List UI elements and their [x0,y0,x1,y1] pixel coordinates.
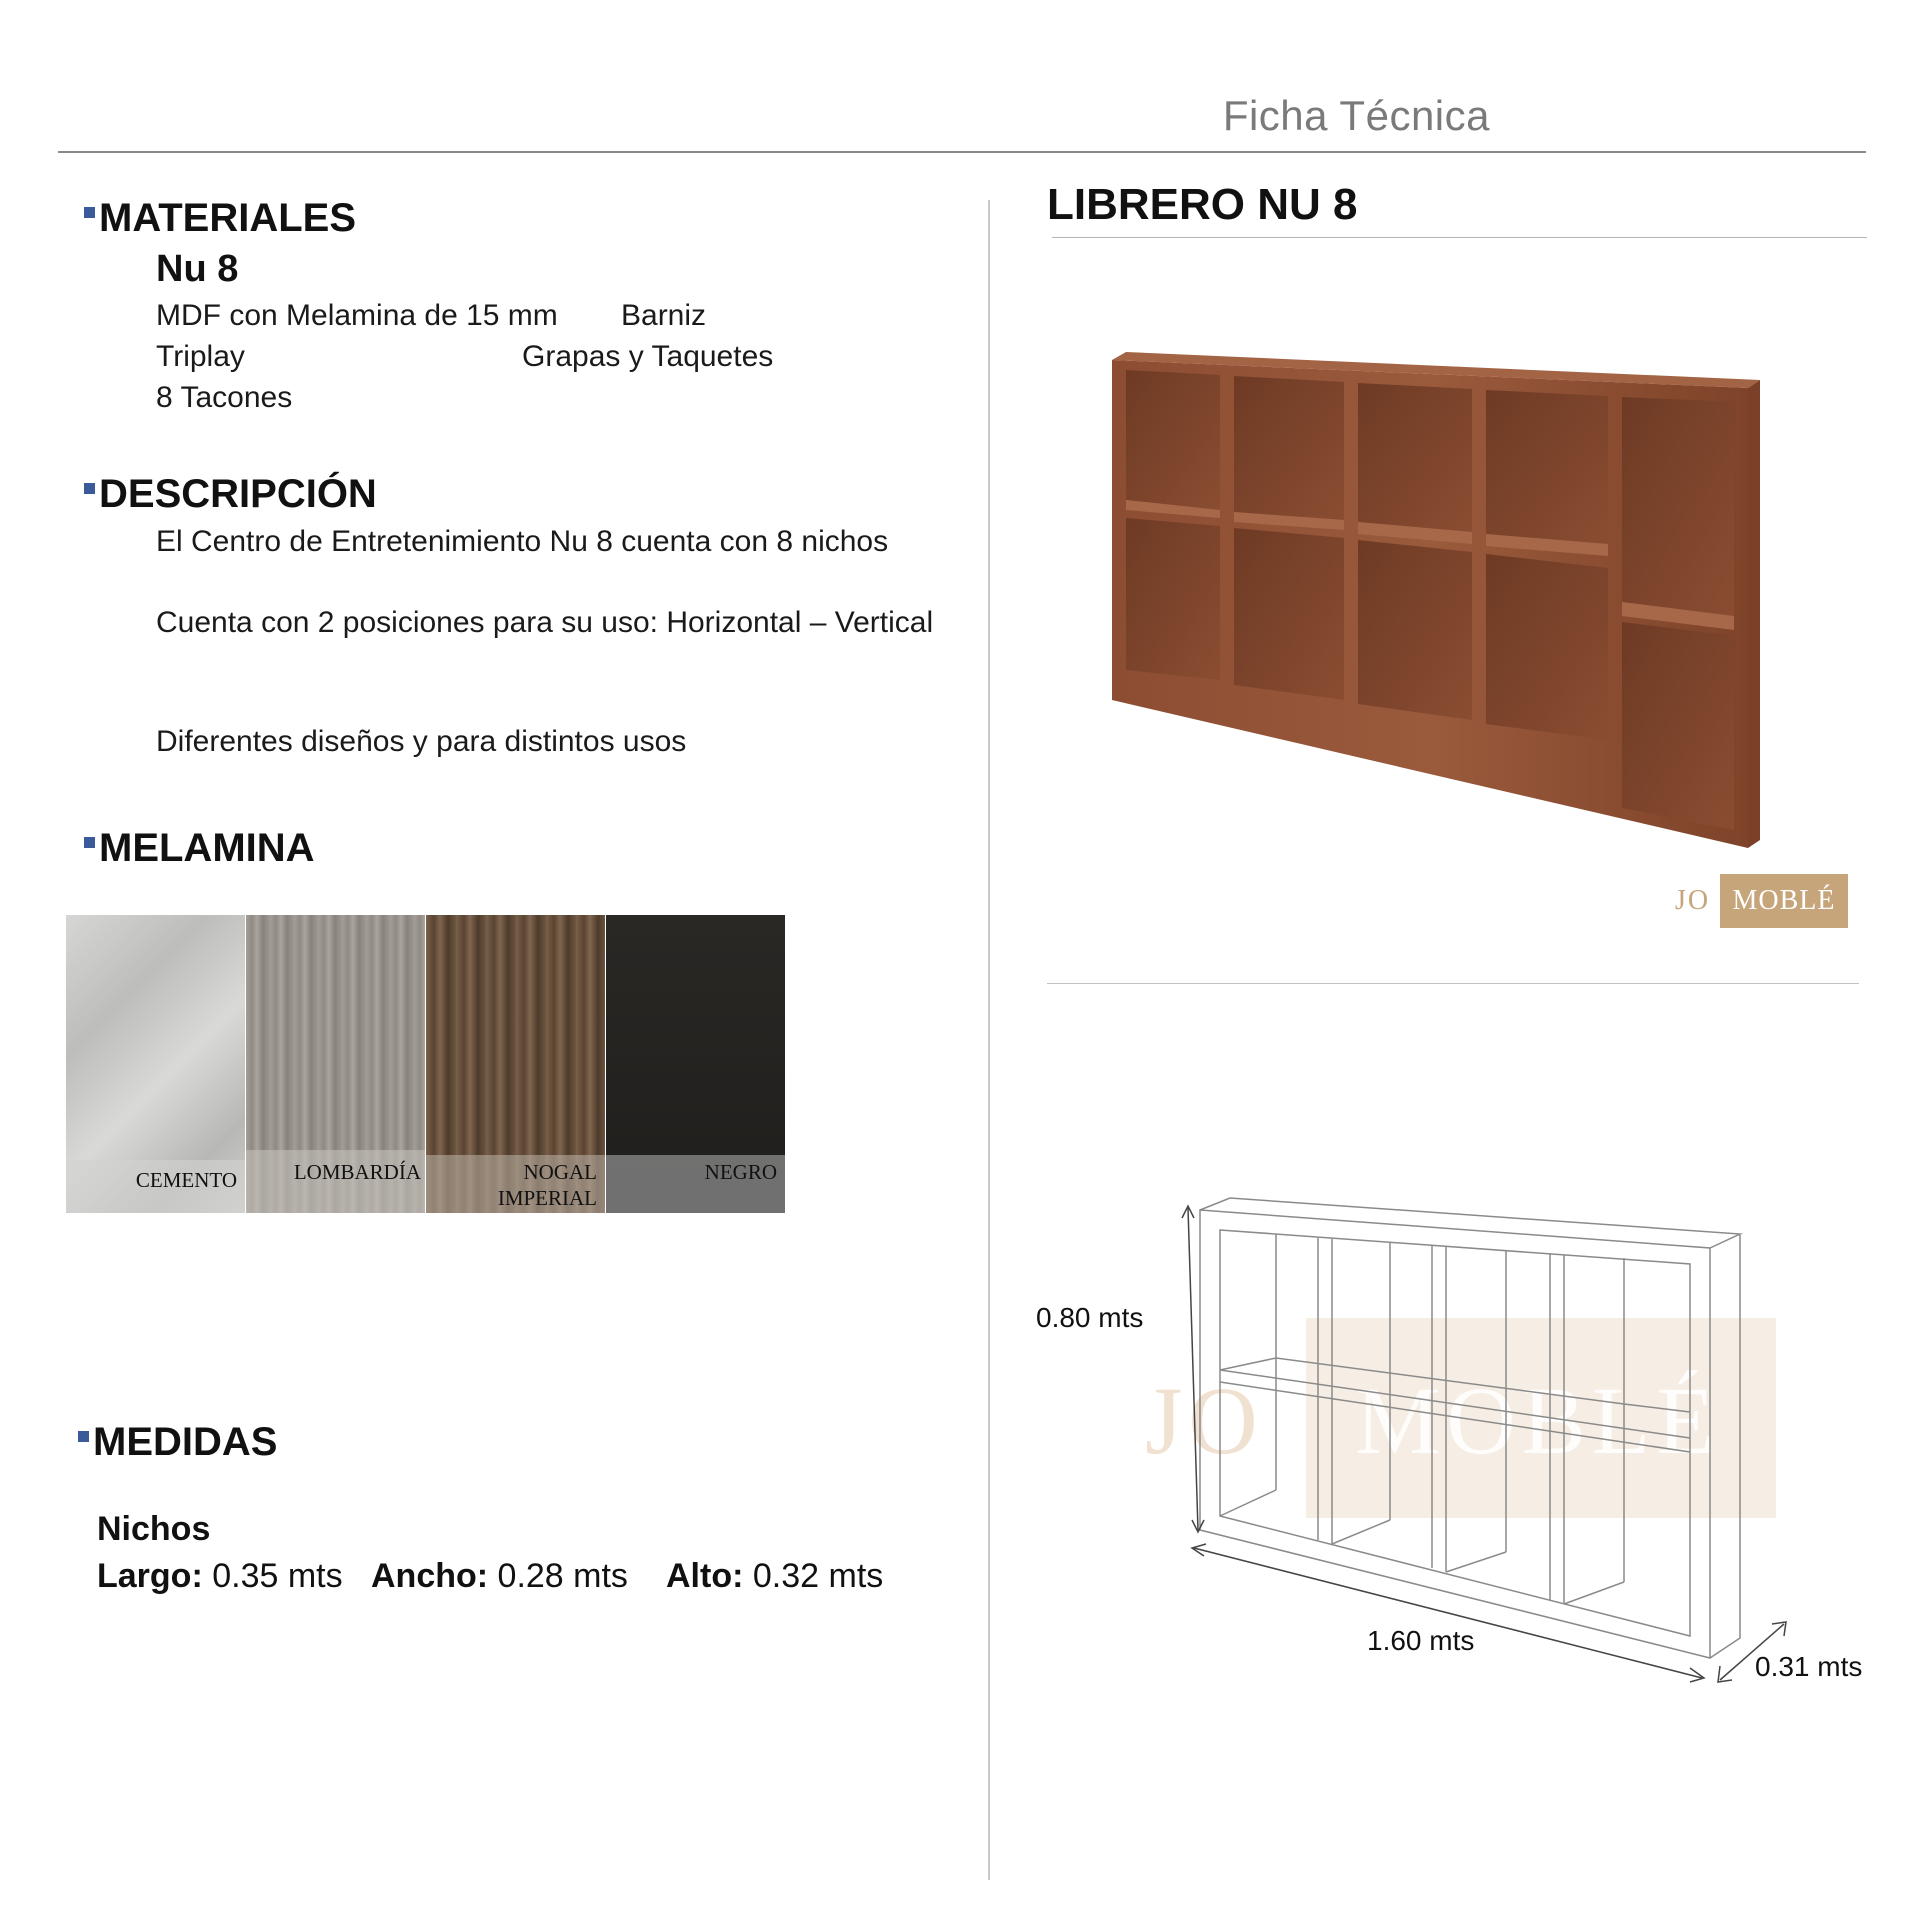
material-item-mdf: MDF con Melamina de 15 mm [156,299,558,332]
descripcion-paragraph-2: Cuenta con 2 posiciones para su uso: Horizontal – Vertical [156,606,934,639]
square-bullet-icon [78,1431,89,1442]
material-item-barniz: Barniz [621,299,707,332]
swatch-label-lombardia: LOMBARDÍA [293,1160,421,1184]
medidas-subheading: Nichos [97,1510,211,1548]
descripcion-paragraph-1: El Centro de Entretenimiento Nu 8 cuenta con 8 nichos [156,525,889,558]
swatch-label-nogal-imperial: NOGAL IMPERIAL [497,1160,597,1210]
descripcion-heading [84,472,377,517]
descripcion-heading-text: DESCRIPCIÓN [99,472,377,516]
product-title-divider [1052,237,1867,238]
materiales-heading [84,196,356,241]
image-divider [1047,983,1859,984]
descripcion-paragraph-3: Diferentes diseños y para distintos usos [156,725,687,758]
medida-largo [97,1557,343,1596]
dimension-length: 1.60 mts [1367,1625,1475,1656]
square-bullet-icon [84,837,95,848]
brand-logo-jo: JO [1675,885,1711,916]
medida-alto-label: Alto: [666,1557,744,1595]
swatch-negro [606,915,785,1213]
medida-largo-label: Largo: [97,1557,203,1595]
product-title: LIBRERO NU 8 [1047,180,1358,229]
square-bullet-icon [84,483,95,494]
document-title: Ficha Técnica [1222,92,1490,139]
swatch-cemento [66,915,245,1213]
medida-ancho-value: 0.28 mts [497,1557,628,1595]
dimension-depth: 0.31 mts [1755,1651,1863,1682]
brand-logo-moble: MOBLÉ [1720,874,1848,928]
bookcase-product-image [1100,340,1780,860]
medidas-heading [78,1420,277,1465]
watermark-moble: MOBLÉ [1355,1367,1721,1474]
melamina-heading-text: MELAMINA [99,826,315,870]
material-item-grapas: Grapas y Taquetes [522,340,774,373]
medida-alto-value: 0.32 mts [752,1557,884,1595]
swatch-nogal-imperial [426,915,605,1213]
swatch-label-negro: NEGRO [704,1160,777,1184]
column-divider [988,200,990,1880]
square-bullet-icon [84,207,95,218]
header-divider [58,151,1866,153]
dimension-height: 0.80 mts [1036,1302,1144,1333]
medida-alto [666,1557,883,1596]
material-item-triplay: Triplay [156,340,245,373]
medida-ancho [371,1557,628,1596]
bookcase-dimension-diagram [1180,1190,1800,1710]
material-item-tacones: 8 Tacones [156,381,293,414]
medidas-heading-text: MEDIDAS [93,1420,278,1464]
swatch-label-cemento: CEMENTO [135,1168,237,1192]
medida-ancho-label: Ancho: [371,1557,489,1595]
materiales-heading-text: MATERIALES [99,196,357,240]
melamina-heading [84,826,315,871]
materiales-model: Nu 8 [156,248,239,290]
medida-largo-value: 0.35 mts [212,1557,343,1595]
swatch-lombardia [246,915,425,1213]
watermark-jo: JO [1145,1367,1264,1474]
